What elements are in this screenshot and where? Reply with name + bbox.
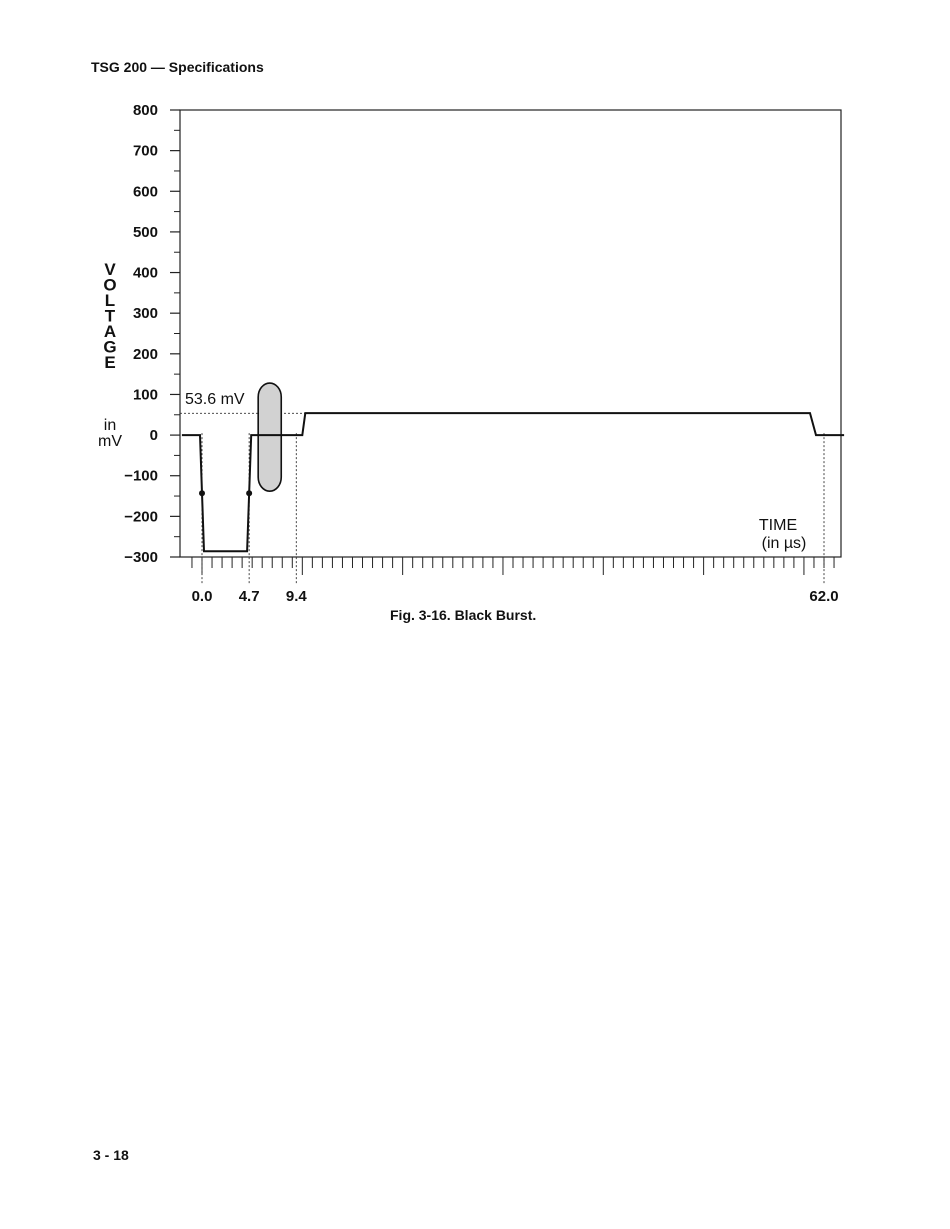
y-axis-label-letter: G [103,337,117,357]
x-axis-label: TIME [758,517,798,534]
y-tick-label: 0 [149,427,158,445]
y-tick-label: 600 [132,183,158,201]
y-axis-label-letter: O [103,275,117,295]
y-tick-label: 400 [132,264,158,282]
y-axis-label-letter: E [104,353,116,372]
y-axis-unit-label: mV [98,433,122,450]
y-tick-label: 300 [132,305,158,323]
setup-level-annotation: 53.6 mV [185,391,245,408]
y-tick-label: −100 [124,467,158,485]
y-axis-label-letter: V [104,260,116,279]
page-header: TSG 200 — Specifications [91,59,264,75]
half-amplitude-marker [199,490,205,496]
y-tick-label: 200 [132,345,158,363]
y-axis-unit-label: in [103,417,117,434]
color-burst-envelope [258,383,281,491]
x-tick-label: 4.7 [238,588,260,605]
page-number: 3 - 18 [93,1147,129,1163]
y-tick-label: 700 [132,142,158,160]
y-tick-label: −300 [124,549,158,566]
figure-caption: Fig. 3-16. Black Burst. [390,607,537,623]
y-tick-label: 100 [132,386,158,404]
x-tick-label: 62.0 [809,588,839,605]
y-axis-label-letter: L [104,291,116,310]
x-tick-label: 0.0 [191,588,213,605]
y-axis-label-letter: A [103,322,117,341]
half-amplitude-marker [246,490,252,496]
y-tick-label: 500 [132,223,158,241]
x-axis-unit-label: (in µs) [761,535,807,552]
y-axis-label-letter: T [104,306,116,326]
x-tick-label: 9.4 [285,588,307,605]
y-tick-label: −200 [124,508,158,526]
y-tick-label: 800 [132,102,158,119]
plot-frame [180,110,841,557]
